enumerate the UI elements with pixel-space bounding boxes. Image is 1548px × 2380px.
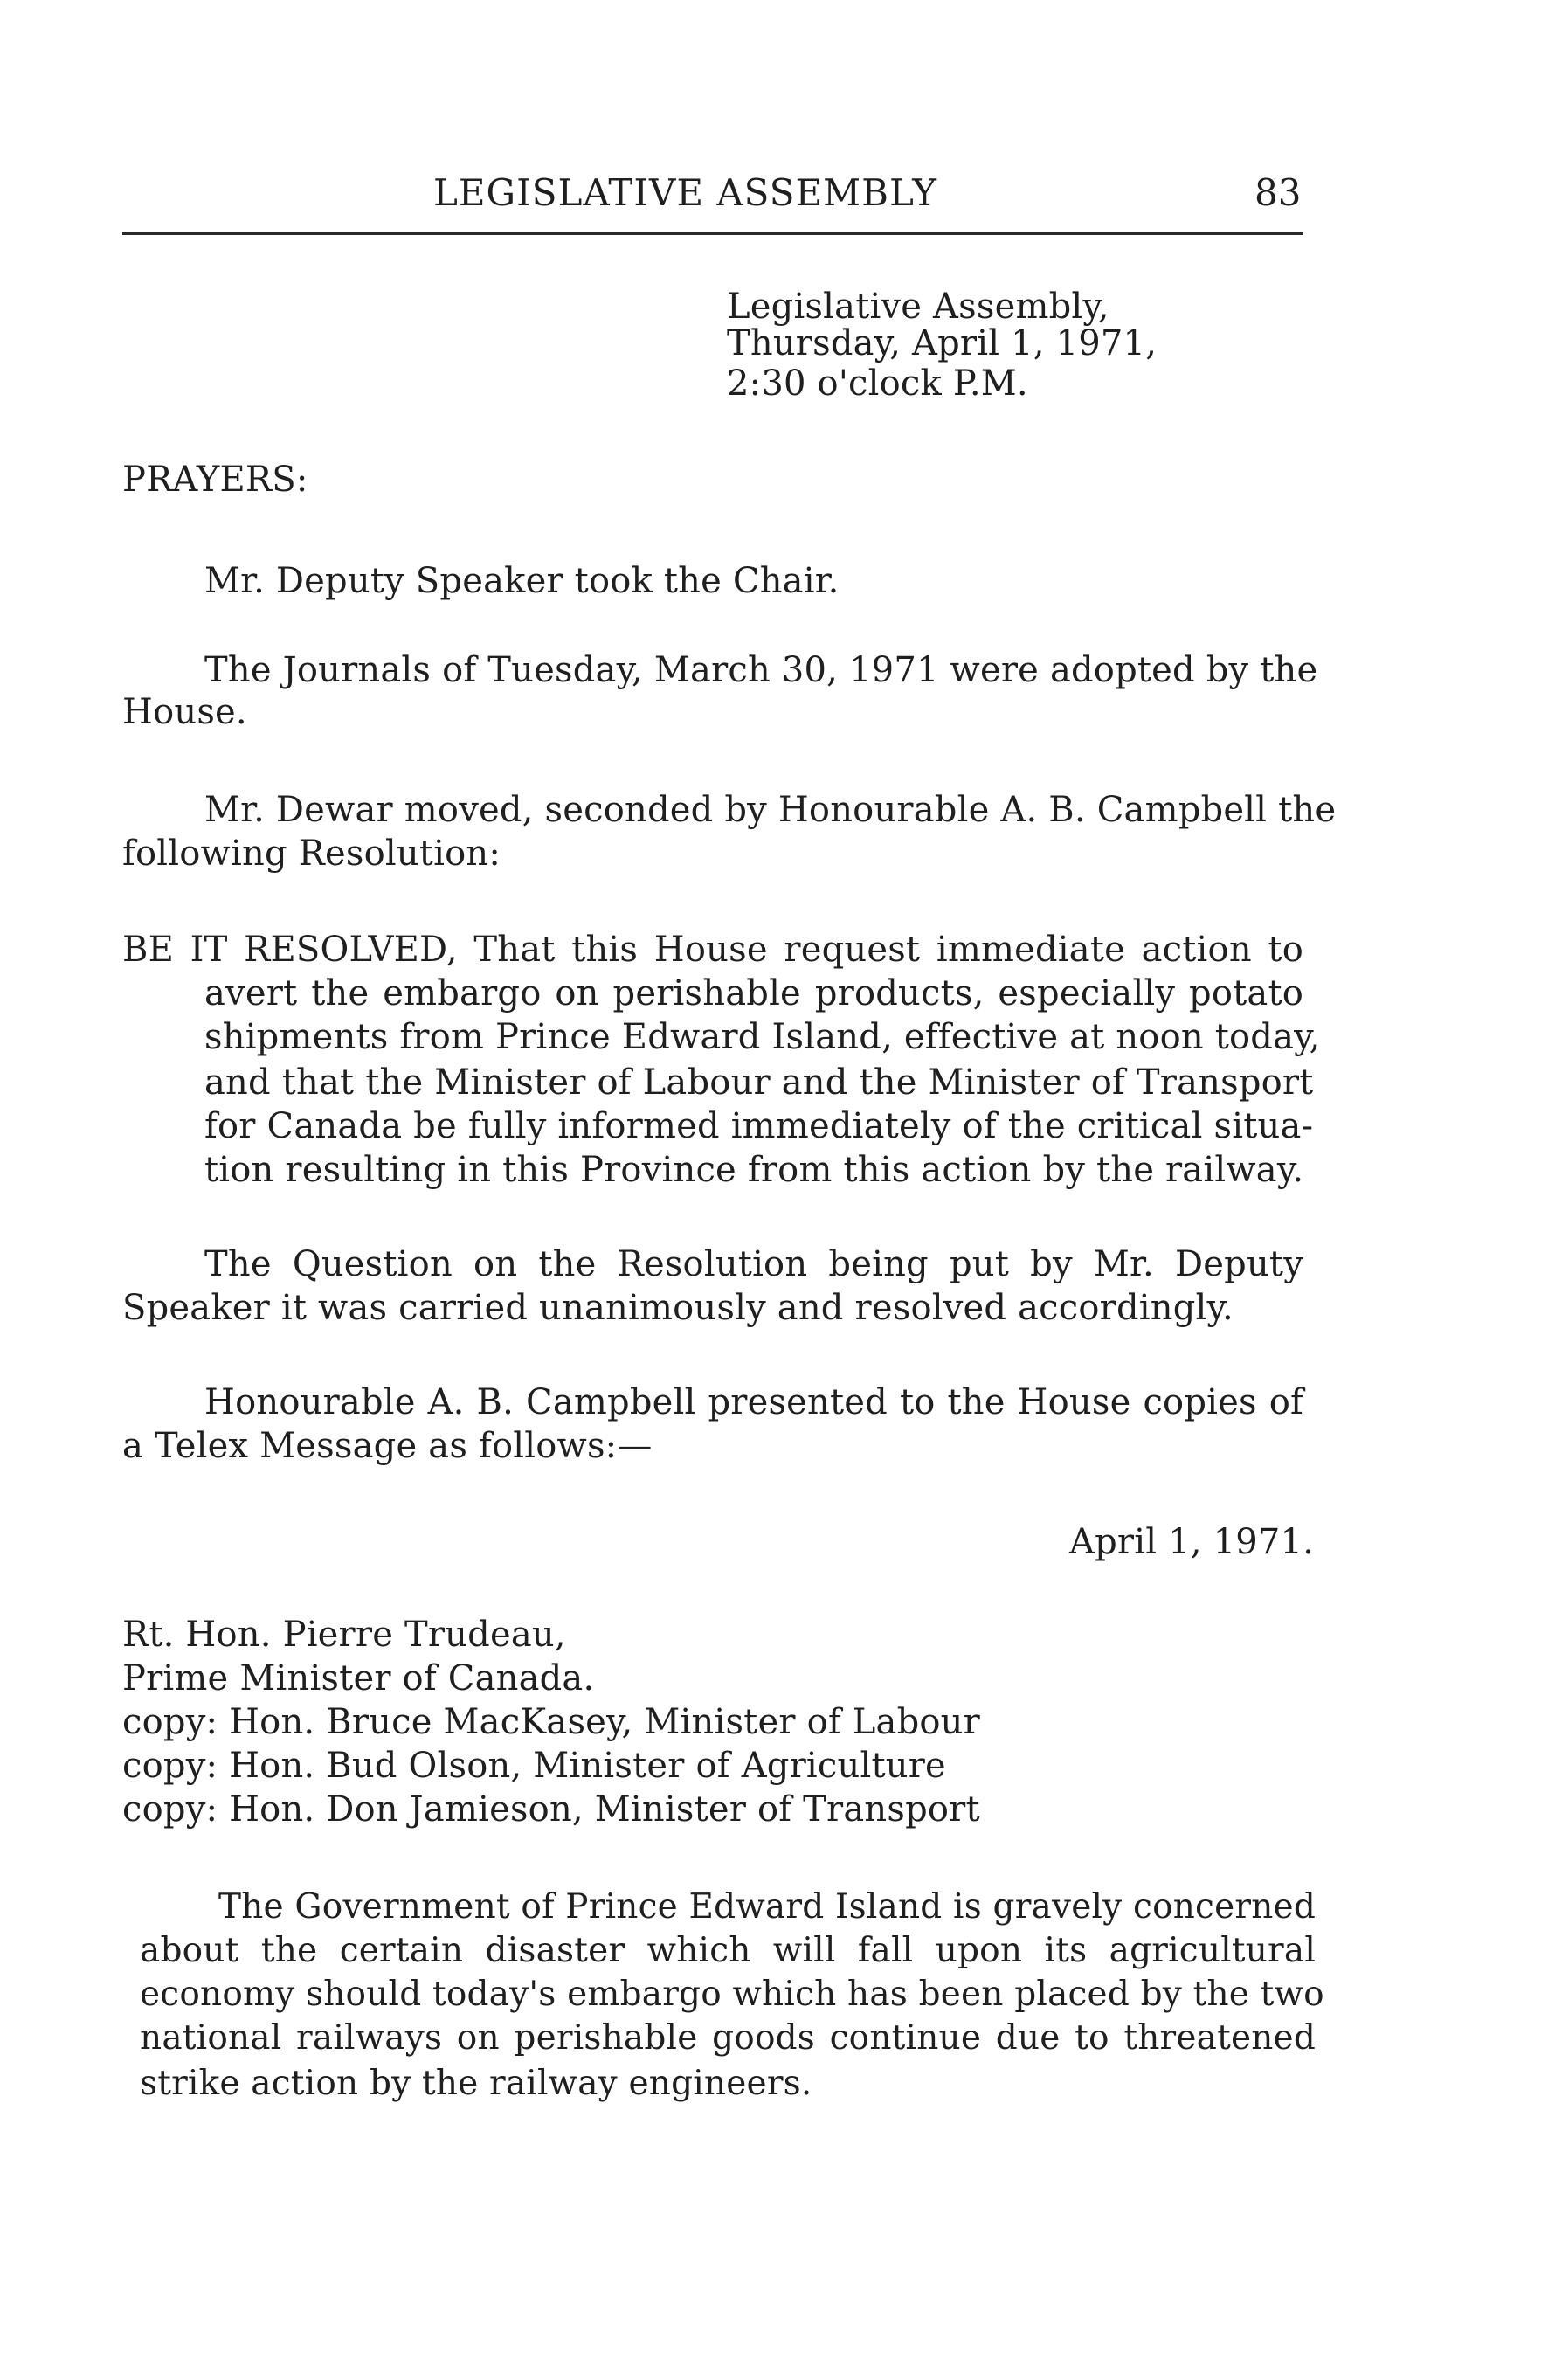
resolution-line-3: shipments from Prince Edward Island, effective at noon today, — [204, 1017, 1321, 1057]
resolution-line-6: tion resulting in this Province from this action by the railway. — [204, 1150, 1304, 1190]
addressee-line-2: Prime Minister of Canada. — [122, 1658, 595, 1699]
telex-body-line-1: The Government of Prince Edward Island is gravely concerned — [218, 1887, 1316, 1927]
question-line-1: The Question on the Resolution being put by Mr. Deputy — [204, 1244, 1303, 1284]
addressee-line-5: copy: Hon. Don Jamieson, Minister of Transport — [122, 1789, 980, 1830]
journals-line-1: The Journals of Tuesday, March 30, 1971 were adopted by the — [204, 650, 1318, 690]
telex-date: April 1, 1971. — [1069, 1522, 1315, 1562]
telex-body-line-2: about the certain disaster which will fall upon its agricultural — [140, 1931, 1316, 1970]
addressee-line-4: copy: Hon. Bud Olson, Minister of Agriculture — [122, 1746, 946, 1786]
page-number: 83 — [1254, 171, 1302, 214]
resolution-line-2: avert the embargo on perishable products, especially potato — [204, 973, 1303, 1014]
resolution-line-4: and that the Minister of Labour and the Minister of Transport — [204, 1062, 1314, 1103]
addressee-line-1: Rt. Hon. Pierre Trudeau, — [122, 1615, 566, 1655]
header-rule — [122, 232, 1303, 235]
running-header-title: LEGISLATIVE ASSEMBLY — [433, 171, 937, 214]
prayers-heading: PRAYERS: — [122, 460, 308, 500]
resolution-line-1: BE IT RESOLVED, That this House request immediate action to — [122, 930, 1303, 970]
telex-body-line-3: economy should today's embargo which has been placed by the two — [140, 1975, 1324, 2014]
telex-body-line-5: strike action by the railway engineers. — [140, 2064, 812, 2103]
dateline-line-3: 2:30 o'clock P.M. — [727, 363, 1028, 404]
dateline-line-2: Thursday, April 1, 1971, — [727, 323, 1158, 363]
speaker-took-chair: Mr. Deputy Speaker took the Chair. — [204, 561, 840, 601]
telex-intro-line-1: Honourable A. B. Campbell presented to the House copies of — [204, 1382, 1303, 1422]
addressee-line-3: copy: Hon. Bruce MacKasey, Minister of Labour — [122, 1702, 980, 1742]
telex-intro-line-2: a Telex Message as follows:— — [122, 1426, 653, 1466]
motion-line-1: Mr. Dewar moved, seconded by Honourable A. B. Campbell the — [204, 790, 1337, 830]
telex-body-line-4: national railways on perishable goods continue due to threatened — [140, 2018, 1316, 2058]
motion-line-2: following Resolution: — [122, 834, 501, 874]
question-line-2: Speaker it was carried unanimously and resolved accordingly. — [122, 1288, 1234, 1328]
journals-line-2: House. — [122, 692, 247, 732]
dateline-line-1: Legislative Assembly, — [727, 287, 1109, 327]
resolution-line-5: for Canada be fully informed immediately of the critical situa- — [204, 1106, 1314, 1146]
